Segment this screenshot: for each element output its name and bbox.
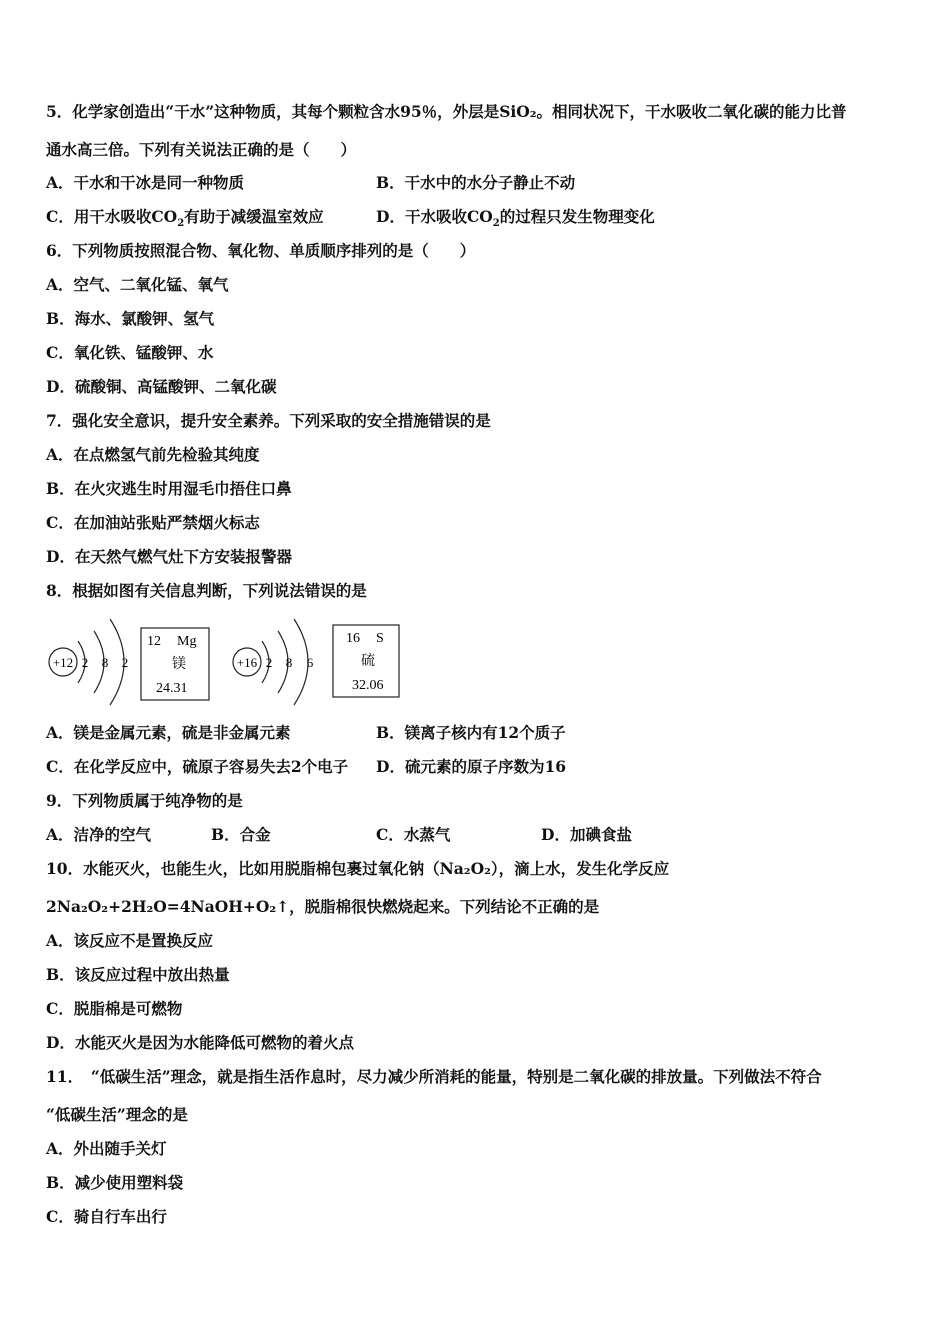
q8-stem: 8．根据如图有关信息判断，下列说法错误的是 — [46, 581, 367, 600]
q6-option-c: C．氧化铁、锰酸钾、水 — [46, 343, 214, 362]
q5-option-b: B．干水中的水分子静止不动 — [376, 173, 576, 192]
q5-option-c: C．用干水吸收$CO_2$有助于减缓温室效应 — [46, 207, 324, 230]
q8-option-d: D．硫元素的原子序数为16 — [376, 757, 567, 776]
q11-stem-line1: 11． “低碳生活”理念，就是指生活作息时，尽力减少所消耗的能量，特别是二氧化碳的排放量。下列做法不符合 — [46, 1067, 822, 1086]
q8-option-b: B．镁离子核内有12个质子 — [376, 723, 566, 742]
q10-option-b: B．该反应过程中放出热量 — [46, 965, 230, 984]
s-shell1-label: 2 — [265, 655, 273, 670]
q7-stem: 7．强化安全意识，提升安全素养。下列采取的安全措施错误的是 — [46, 411, 491, 430]
q7-option-d: D．在天然气燃气灶下方安装报警器 — [46, 547, 292, 566]
q10-option-d: D．水能灭火是因为水能降低可燃物的着火点 — [46, 1033, 354, 1052]
q7-option-c: C．在加油站张贴严禁烟火标志 — [46, 513, 260, 532]
q6-option-d: D．硫酸铜、高锰酸钾、二氧化碳 — [46, 377, 277, 396]
q5-option-d: D．干水吸收$CO_2$的过程只发生物理变化 — [376, 207, 655, 230]
atom-diagram — [44, 611, 424, 711]
q10-option-a: A．该反应不是置换反应 — [46, 931, 214, 950]
s-shell2-label: 8 — [285, 655, 293, 670]
mg-nucleus-label: +12 — [52, 655, 74, 670]
q7-option-a: A．在点燃氢气前先检验其纯度 — [46, 445, 260, 464]
q11-stem-line2: “低碳生活”理念的是 — [46, 1105, 188, 1124]
q6-option-b: B．海水、氯酸钾、氢气 — [46, 309, 215, 328]
q10-stem-line1: 10．水能灭火，也能生火，比如用脱脂棉包裹过氧化钠（Na₂O₂），滴上水，发生化学反应 — [46, 859, 670, 878]
q9-option-c: C．水蒸气 — [376, 825, 451, 844]
mg-element-card — [141, 628, 209, 700]
s-atomic-mass: 32.06 — [352, 678, 384, 693]
q5-stem-line2: 通水高三倍。下列有关说法正确的是（ ） — [46, 140, 357, 159]
q10-stem-line2: 2Na₂O₂+2H₂O=4NaOH+O₂↑，脱脂棉很快燃烧起来。下列结论不正确的是 — [46, 897, 600, 916]
q6-stem: 6．下列物质按照混合物、氧化物、单质顺序排列的是（ ） — [46, 241, 476, 260]
mg-atomic-mass: 24.31 — [156, 681, 188, 696]
mg-shell1-label: 2 — [81, 655, 89, 670]
q11-option-a: A．外出随手关灯 — [46, 1139, 167, 1158]
s-atom-structure — [233, 619, 314, 705]
mg-name: 镁 — [172, 657, 186, 672]
s-atomic-number: 16 — [346, 631, 360, 646]
q5-option-a: A．干水和干冰是同一种物质 — [46, 173, 245, 192]
q9-option-d: D．加碘食盐 — [541, 825, 632, 844]
mg-symbol: Mg — [177, 634, 197, 649]
s-name: 硫 — [361, 654, 375, 669]
q11-option-c: C．骑自行车出行 — [46, 1207, 167, 1226]
q6-option-a: A．空气、二氧化锰、氧气 — [46, 275, 229, 294]
s-symbol: S — [376, 631, 384, 646]
s-element-card — [333, 625, 399, 697]
q7-option-b: B．在火灾逃生时用湿毛巾捂住口鼻 — [46, 479, 292, 498]
q9-option-a: A．洁净的空气 — [46, 825, 152, 844]
mg-atomic-number: 12 — [147, 634, 161, 649]
q8-option-c: C．在化学反应中，硫原子容易失去2个电子 — [46, 757, 349, 776]
mg-atom-structure — [49, 619, 128, 705]
s-nucleus-label: +16 — [236, 655, 258, 670]
s-shell3-label: 6 — [306, 655, 314, 670]
mg-shell2-label: 8 — [101, 655, 109, 670]
mg-shell3-label: 2 — [121, 655, 129, 670]
q5-stem-line1: 5．化学家创造出“干水”这种物质，其每个颗粒含水95％，外层是SiO₂。相同状况下，干水吸收二氧化碳的能力比普 — [46, 102, 847, 121]
q11-option-b: B．减少使用塑料袋 — [46, 1173, 184, 1192]
q9-option-b: B．合金 — [211, 825, 271, 844]
q9-stem: 9．下列物质属于纯净物的是 — [46, 791, 243, 810]
q10-option-c: C．脱脂棉是可燃物 — [46, 999, 183, 1018]
q8-option-a: A．镁是金属元素，硫是非金属元素 — [46, 723, 291, 742]
